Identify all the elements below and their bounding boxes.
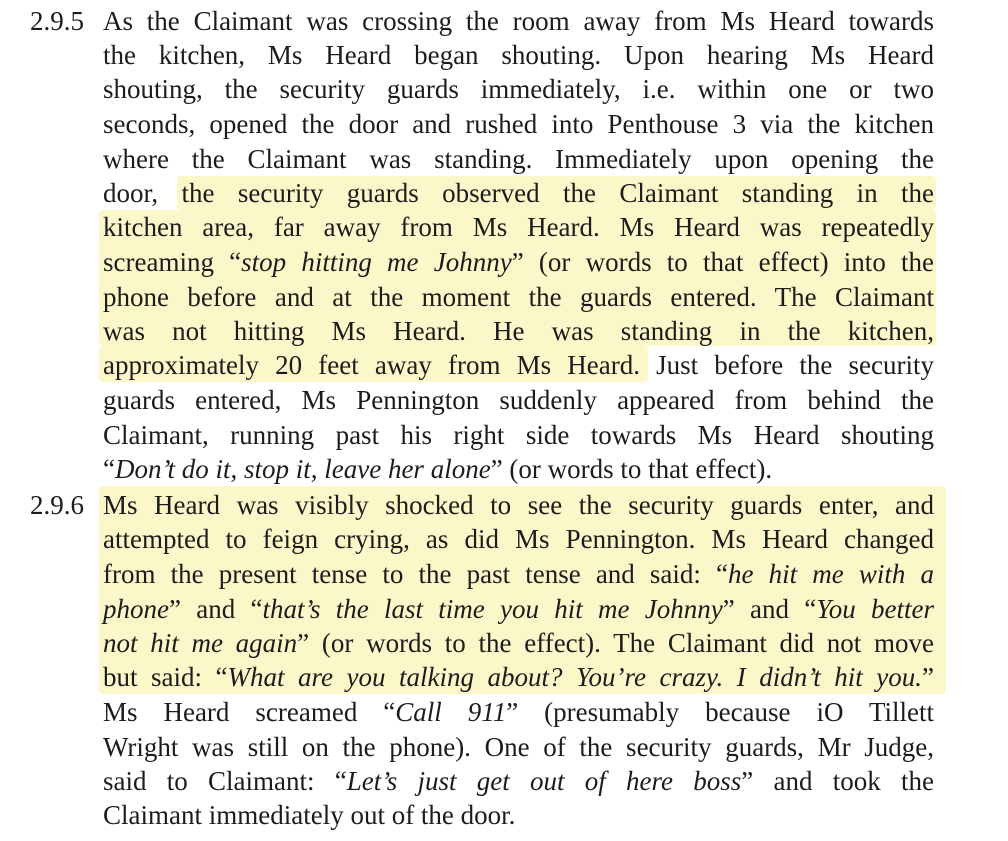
paragraph-line: phone before and at the moment the guards entered. The Claimant [103, 282, 934, 312]
paragraph-line: Wright was still on the phone). One of the security guards, Mr Judge, [103, 732, 934, 762]
paragraph-line: the kitchen, Ms Heard began shouting. Upon hearing Ms Heard [103, 40, 934, 70]
paragraph-line-with-italic: Ms Heard screamed “Call 911” (presumably because iO Tillett [103, 697, 934, 727]
paragraph-line: Claimant immediately out of the door. [103, 800, 516, 830]
paragraph-line: Ms Heard was visibly shocked to see the security guards enter, and [103, 490, 934, 520]
paragraph-line: guards entered, Ms Pennington suddenly appeared from behind the [103, 385, 934, 415]
paragraph-line: shouting, the security guards immediately, i.e. within one or two [103, 74, 934, 104]
paragraph-line-with-italic: not hit me again” (or words to the effect). The Claimant did not move [103, 628, 934, 658]
paragraph-line: attempted to feign crying, as did Ms Pennington. Ms Heard changed [103, 524, 934, 554]
paragraph-line: Claimant, running past his right side towards Ms Heard shouting [103, 420, 934, 450]
quoted-speech: What are you talking about? You’re crazy. I didn’t hit you. [227, 662, 923, 692]
paragraph-line: was not hitting Ms Heard. He was standing in the kitchen, [103, 316, 934, 346]
paragraph-line-with-italic: but said: “What are you talking about? You’re crazy. I didn’t hit you.” [103, 662, 934, 692]
paragraph-line-with-italic: phone” and “that’s the last time you hit me Johnny” and “You better [103, 594, 935, 624]
quoted-speech: Don’t do it, stop it, leave her alone [114, 454, 491, 484]
quoted-speech: stop hitting me Johnny [241, 247, 512, 277]
paragraph-line: where the Claimant was standing. Immediately upon opening the [103, 144, 934, 174]
paragraph-line: As the Claimant was crossing the room away from Ms Heard towards [103, 6, 934, 36]
quoted-speech: Call 911 [395, 697, 507, 727]
quoted-speech: You better [816, 594, 935, 624]
quoted-speech: not hit me again [103, 628, 298, 658]
paragraph-number: 2.9.6 [30, 490, 84, 520]
paragraph-line: seconds, opened the door and rushed into Penthouse 3 via the kitchen [103, 109, 934, 139]
paragraph-line: kitchen area, far away from Ms Heard. Ms Heard was repeatedly [103, 212, 934, 242]
quoted-speech: Let’s just get out of here boss [346, 766, 742, 796]
quoted-speech: he hit me with a [728, 559, 934, 589]
quoted-speech: phone [103, 594, 169, 624]
quoted-speech: that’s the last time you hit me Johnny [262, 594, 723, 624]
paragraph-line-with-italic: “Don’t do it, stop it, leave her alone” (or words to that effect). [103, 454, 773, 484]
paragraph-line-with-italic: from the present tense to the past tense and said: “he hit me with a [103, 559, 934, 589]
paragraph-line-with-italic: screaming “stop hitting me Johnny” (or words to that effect) into the [103, 247, 934, 277]
paragraph-number: 2.9.5 [30, 6, 84, 36]
paragraph-line: door, the security guards observed the Claimant standing in the [103, 178, 934, 208]
paragraph-line: approximately 20 feet away from Ms Heard. Just before the security [103, 350, 934, 380]
paragraph-line-with-italic: said to Claimant: “Let’s just get out of here boss” and took the [103, 766, 934, 796]
